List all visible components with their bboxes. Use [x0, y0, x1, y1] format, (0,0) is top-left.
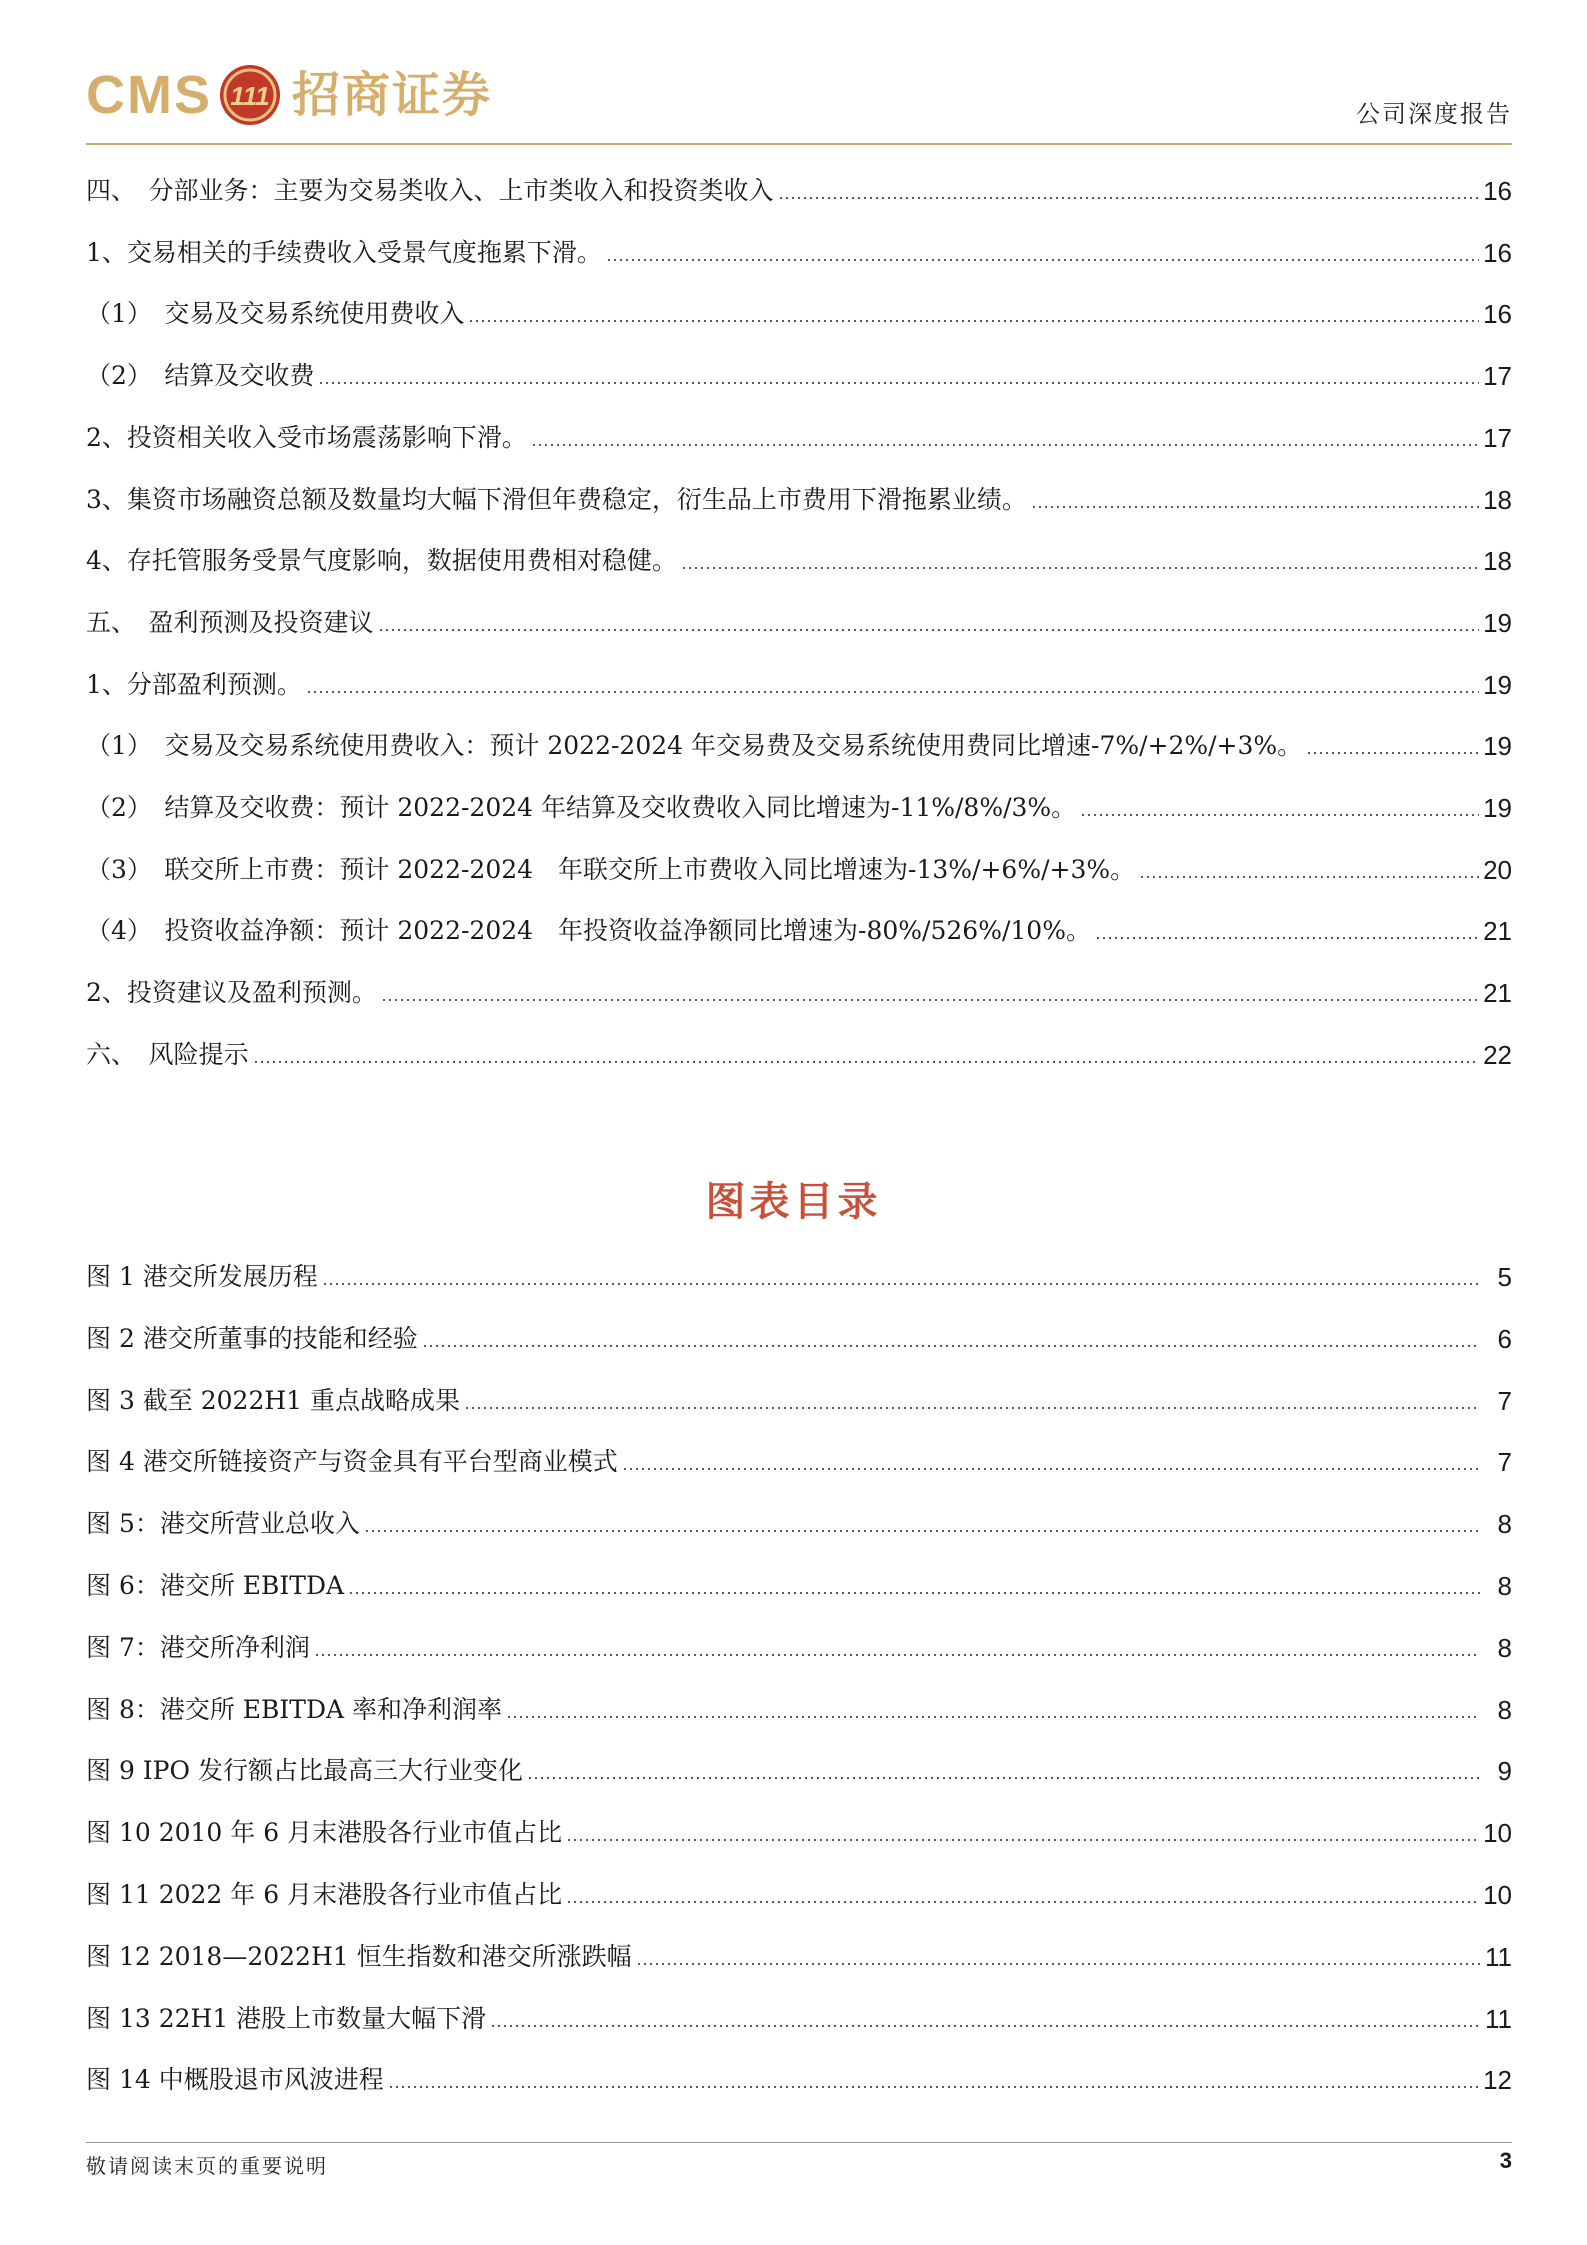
toc-entry-page: 19: [1483, 731, 1512, 762]
toc-entry[interactable]: [86, 847, 1512, 887]
figure-entry-title: 图 8：港交所 EBITDA 率和净利润率: [86, 1694, 503, 1724]
figure-entry-title: 图 2 港交所董事的技能和经验: [86, 1323, 418, 1353]
dot-leader: [566, 1839, 1479, 1841]
dot-leader: [606, 259, 1479, 261]
page-number: 3: [1499, 2148, 1512, 2173]
figure-entry-title: 图 9 IPO 发行额占比最高三大行业变化: [86, 1756, 523, 1786]
dot-leader: [388, 2086, 1479, 2088]
figure-entry-page: 11: [1485, 1941, 1512, 1972]
toc-entry-page: 21: [1483, 978, 1512, 1009]
toc-entry-page: 19: [1483, 793, 1512, 823]
dot-leader: [622, 1468, 1480, 1470]
toc-entry-page: 19: [1483, 669, 1512, 700]
toc-entry-title: 1、分部盈利预测。: [86, 669, 302, 699]
figure-entry-title: 图 3 截至 2022H1 重点战略成果: [86, 1385, 461, 1415]
figure-entry-page: 10: [1483, 1818, 1512, 1849]
figure-entry-page: 7: [1497, 1447, 1512, 1478]
toc-entry[interactable]: [86, 970, 1512, 1010]
toc-entry-title: 六、 风险提示: [86, 1039, 249, 1069]
figure-entry-title: 图 14 中概股退市风波进程: [86, 2065, 384, 2095]
figure-entry[interactable]: [86, 1748, 1512, 1788]
toc-entry-title: （3） 联交所上市费：预计 2022-2024 年联交所上市费收入同比增速为-13%/+6%/+3%。: [86, 854, 1136, 884]
dot-leader: [364, 1530, 1480, 1532]
figure-entry[interactable]: [86, 1563, 1512, 1603]
dot-leader: [464, 1407, 1480, 1409]
figure-entry[interactable]: [86, 1439, 1512, 1479]
toc-entry[interactable]: [86, 908, 1512, 948]
toc-entry-title: 2、投资相关收入受市场震荡影响下滑。: [86, 422, 527, 452]
toc-entry-title: 3、集资市场融资总额及数量均大幅下滑但年费稳定，衍生品上市费用下滑拖累业绩。: [86, 484, 1027, 514]
footer-divider: [86, 2142, 1512, 2143]
toc-entry-page: 20: [1483, 854, 1512, 885]
figure-entry[interactable]: [86, 1996, 1512, 2036]
toc-entry-page: 16: [1483, 237, 1512, 268]
toc-entry-title: 1、交易相关的手续费收入受景气度拖累下滑。: [86, 237, 602, 267]
figure-entry[interactable]: [86, 1687, 1512, 1727]
dot-leader: [468, 320, 1479, 322]
figure-entry-page: 8: [1497, 1509, 1512, 1540]
toc-entry-title: 五、 盈利预测及投资建议: [86, 607, 374, 637]
figure-entry[interactable]: [86, 1872, 1512, 1912]
toc-entry-title: （2） 结算及交收费：预计 2022-2024 年结算及交收费收入同比增速为-11%/8%/3%。: [86, 793, 1077, 822]
figure-entry[interactable]: [86, 1625, 1512, 1665]
dot-leader: [322, 1283, 1480, 1285]
figure-entry-page: 11: [1485, 2003, 1512, 2034]
figure-entry-title: 图 11 2022 年 6 月末港股各行业市值占比: [86, 1880, 563, 1909]
figure-entry-title: 图 7：港交所净利润: [86, 1632, 310, 1662]
toc-entry[interactable]: [86, 353, 1512, 393]
figure-entry-page: 5: [1497, 1262, 1512, 1292]
toc-entry-title: 2、投资建议及盈利预测。: [86, 978, 377, 1008]
toc-entry[interactable]: [86, 662, 1512, 702]
toc-entry[interactable]: [86, 723, 1512, 763]
toc-entry[interactable]: [86, 291, 1512, 331]
dot-leader: [314, 1654, 1480, 1656]
toc-entry[interactable]: [86, 1032, 1512, 1072]
figure-entry-page: 8: [1497, 1632, 1512, 1663]
toc-entry[interactable]: [86, 415, 1512, 455]
figure-entry-title: 图 10 2010 年 6 月末港股各行业市值占比: [86, 1818, 563, 1848]
figure-entry-page: 12: [1483, 2065, 1512, 2096]
dot-leader: [566, 1901, 1479, 1903]
toc-entry-title: （1） 交易及交易系统使用费收入: [86, 299, 465, 329]
figure-entry[interactable]: [86, 2057, 1512, 2097]
figure-entry-title: 图 12 2018—2022H1 恒生指数和港交所涨跌幅: [86, 1941, 632, 1971]
figure-entry[interactable]: [86, 1501, 1512, 1541]
footer-note: 敬请阅读末页的重要说明: [86, 2154, 328, 2178]
dot-leader: [306, 691, 1479, 693]
logo-cms-text: CMS: [86, 65, 212, 125]
figure-entry[interactable]: [86, 1316, 1512, 1356]
toc-entry-title: （4） 投资收益净额：预计 2022-2024 年投资收益净额同比增速为-80%/526%/10%。: [86, 916, 1091, 946]
dot-leader: [1080, 814, 1479, 816]
dot-leader: [681, 567, 1479, 569]
dot-leader: [1031, 506, 1479, 508]
figure-entry-page: 7: [1497, 1385, 1512, 1416]
dot-leader: [1095, 937, 1479, 939]
dot-leader: [422, 1345, 1480, 1347]
figure-entry-title: 图 13 22H1 港股上市数量大幅下滑: [86, 2003, 487, 2033]
toc-entry-page: 17: [1483, 422, 1512, 453]
toc-entry[interactable]: [86, 230, 1512, 270]
figure-entry-page: 10: [1483, 1880, 1512, 1910]
dot-leader: [381, 999, 1479, 1001]
figure-entry-page: 8: [1497, 1694, 1512, 1725]
toc-entry-page: 18: [1483, 546, 1512, 577]
toc-entry[interactable]: [86, 477, 1512, 517]
figure-entry[interactable]: [86, 1934, 1512, 1974]
toc-entry-page: 16: [1483, 299, 1512, 330]
toc-entry[interactable]: [86, 785, 1512, 825]
toc-entry-page: 16: [1483, 176, 1512, 206]
figure-entry[interactable]: [86, 1254, 1512, 1294]
figure-entry-title: 图 5：港交所营业总收入: [86, 1509, 360, 1539]
figures-heading: 图表目录: [705, 1178, 882, 1225]
toc-entry-title: 四、 分部业务：主要为交易类收入、上市类收入和投资类收入: [86, 176, 774, 205]
cms-logo: [86, 60, 492, 130]
header-divider: [86, 143, 1512, 145]
dot-leader: [531, 444, 1479, 446]
dot-leader: [506, 1716, 1480, 1718]
logo-chinese-name: 招商证券: [292, 67, 493, 123]
dot-leader: [527, 1777, 1480, 1779]
toc-entry-page: 22: [1483, 1039, 1512, 1070]
toc-entry-title: 4、存托管服务受景气度影响，数据使用费相对稳健。: [86, 546, 677, 576]
toc-entry-page: 18: [1483, 484, 1512, 515]
toc-entry[interactable]: [86, 538, 1512, 578]
page-header: [86, 60, 1512, 146]
cms-emblem-icon: [218, 63, 282, 127]
toc-entry-page: 17: [1483, 361, 1512, 392]
dot-leader: [1306, 752, 1479, 754]
svg-text:111: 111: [230, 81, 270, 111]
dot-leader: [318, 382, 1479, 384]
toc-entry-title: （2） 结算及交收费: [86, 361, 315, 391]
figure-entry[interactable]: [86, 1810, 1512, 1850]
figure-entry-title: 图 4 港交所链接资产与资金具有平台型商业模式: [86, 1447, 618, 1477]
figure-entry-page: 9: [1497, 1756, 1512, 1787]
toc-entry-title: （1） 交易及交易系统使用费收入：预计 2022-2024 年交易费及交易系统使用费同比增速-7%/+2%/+3%。: [86, 731, 1303, 761]
report-type-label: 公司深度报告: [1356, 100, 1512, 128]
figure-entry-title: 图 1 港交所发展历程: [86, 1262, 318, 1291]
toc-entry-page: 19: [1483, 607, 1512, 638]
figure-entry-page: 8: [1497, 1571, 1512, 1601]
toc-entry-page: 21: [1483, 916, 1512, 947]
dot-leader: [490, 2025, 1480, 2027]
dot-leader: [378, 629, 1480, 631]
dot-leader: [253, 1061, 1480, 1063]
dot-leader: [636, 1963, 1480, 1965]
toc-entry[interactable]: [86, 168, 1512, 208]
figure-entry-title: 图 6：港交所 EBITDA: [86, 1571, 345, 1600]
figure-entry[interactable]: [86, 1378, 1512, 1418]
dot-leader: [1139, 876, 1479, 878]
dot-leader: [778, 197, 1480, 199]
toc-entry[interactable]: [86, 600, 1512, 640]
dot-leader: [348, 1592, 1480, 1594]
figure-entry-page: 6: [1497, 1323, 1512, 1354]
